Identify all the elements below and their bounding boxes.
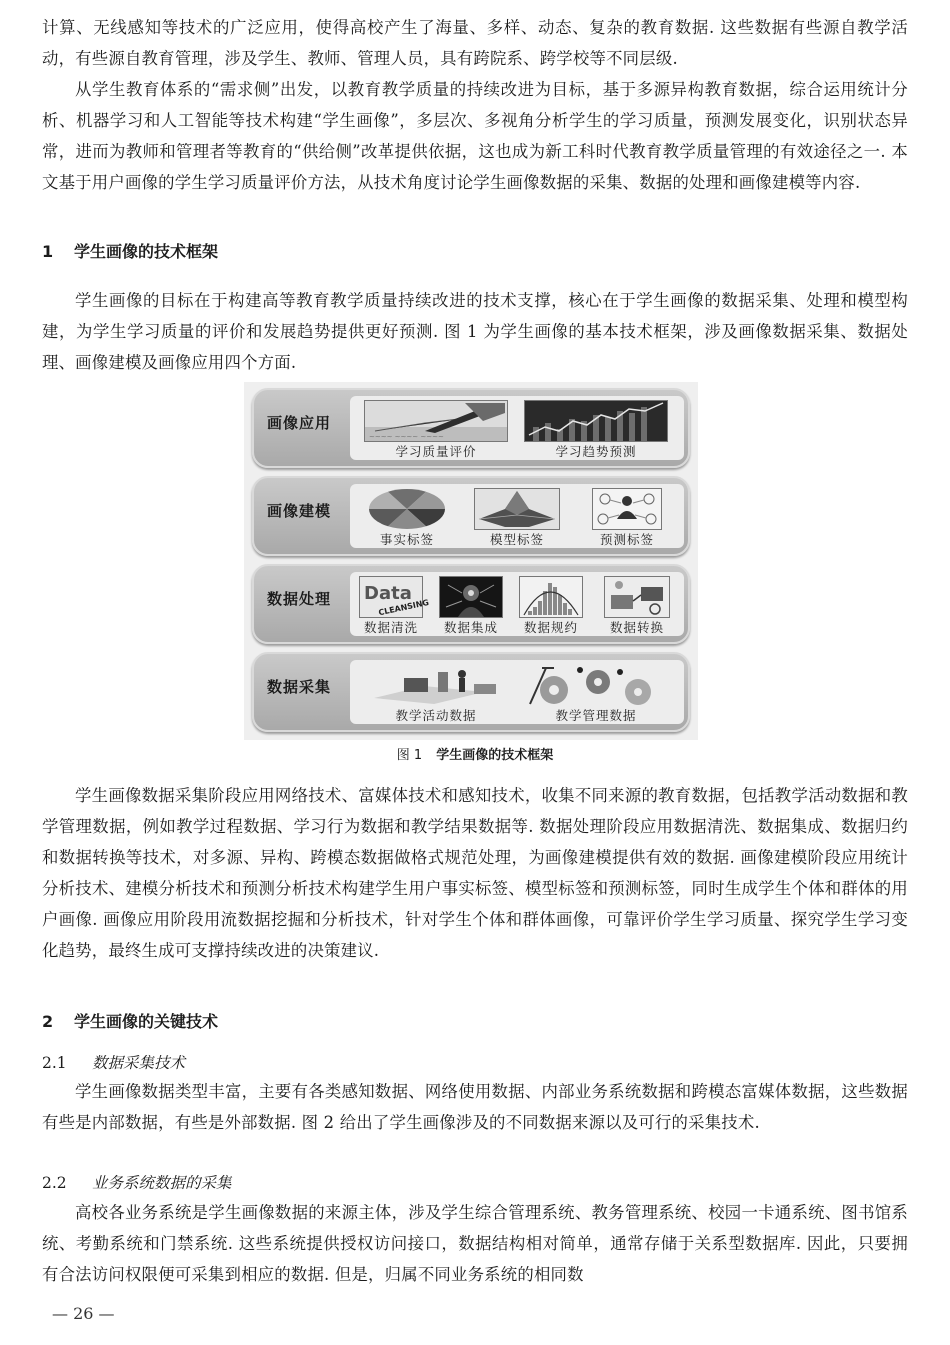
caption-learning-quality-evaluation: 学习质量评价 [395, 444, 477, 459]
layer-items-processing [350, 572, 684, 636]
data-integration-image [439, 576, 503, 618]
section-number: 1 [42, 242, 54, 261]
figure-title: 学生画像的技术框架 [436, 748, 554, 763]
data-cleansing-image [359, 576, 430, 618]
layer-items-modeling [350, 484, 684, 548]
figure-caption [0, 744, 950, 763]
item-data-transformation [590, 576, 684, 636]
teaching-management-image [524, 664, 668, 706]
layer-title-application: 画像应用 [267, 414, 332, 432]
layer-items-application [350, 396, 684, 460]
subsection-title: 业务系统数据的采集 [92, 1174, 232, 1192]
subsection-heading-2-2 [42, 1171, 232, 1193]
subsection-number: 2.2 [42, 1174, 67, 1192]
surface-plot-image [474, 488, 560, 530]
teaching-activity-image [364, 664, 508, 706]
section-heading-2 [42, 1009, 218, 1032]
pen-writing-image [364, 400, 508, 442]
paragraph-motivation: 从学生教育体系的“需求侧”出发，以教育教学质量的持续改进为目标，基于多源异构教育数据，综合运用统计分析、机器学习和人工智能等技术构建“学生画像”，多层次、多视角分析学生的学习质量，预测发展变化，识别状态异常，进而为教师和管理者等教育的“供给侧”改革提供依据，这也成为新工科时代教育教学质量管理的有效途径之一. 本文基于用户画像的学生学习质量评价方法，从技术角度讨论学生画像数据的采集、数据的处理和画像建模等内容. [42, 80, 908, 192]
item-fact-tags [352, 488, 462, 548]
caption-data-cleansing: 数据清洗 [363, 620, 418, 635]
layer-title-collection: 数据采集 [267, 678, 332, 696]
layer-processing [252, 564, 690, 644]
caption-data-integration: 数据集成 [443, 620, 498, 635]
svg-text:~~~~ ~~~~ ~~~~: ~~~~ ~~~~ ~~~~ [369, 433, 444, 441]
paragraph-intro-end: 计算、无线感知等技术的广泛应用，使得高校产生了海量、多样、动态、复杂的教育数据. 这些数据有些源自教学活动，有些源自教育管理，涉及学生、教师、管理人员，具有跨院系、跨学校等不同层级. [42, 18, 908, 68]
caption-data-transformation: 数据转换 [609, 620, 664, 635]
figure-1-framework [244, 382, 698, 740]
paragraph-framework: 学生画像的目标在于构建高等教育教学质量持续改进的技术支撑，核心在于学生画像的数据采集、处理和模型构建，为学生学习质量的评价和发展趋势提供更好预测. 图 1 为学生画像的基本技术框架，涉及画像数据采集、数据处理、画像建模及画像应用四个方面. [42, 291, 908, 372]
trend-chart-image [524, 400, 668, 442]
user-profile-diagram-image [592, 488, 662, 530]
caption-teaching-activity-data: 教学活动数据 [395, 708, 477, 723]
item-prediction-tags [572, 488, 682, 548]
section-title: 学生画像的技术框架 [74, 242, 219, 261]
data-cleansing-small-word: CLEANSING [377, 597, 430, 618]
item-teaching-activity-data [356, 664, 516, 724]
caption-model-tags: 模型标签 [489, 532, 544, 547]
subsection-number: 2.1 [42, 1054, 67, 1072]
data-cleansing-big-word: Data [364, 583, 412, 604]
paragraph-framework-detail: 学生画像数据采集阶段应用网络技术、富媒体技术和感知技术，收集不同来源的教育数据，包括教学活动数据和教学管理数据，例如教学过程数据、学习行为数据和教学结果数据等. 数据处理阶段应用数据清洗、数据集成、数据归约和数据转换等技术，对多源、异构、跨模态数据做格式规范处理，为画像建模提供有效的数据. 画像建模阶段应用统计分析技术、建模分析技术和预测分析技术构建学生用户事实标签、模型标签和预测标签，同时生成学生个体和群体的用户画像. 画像应用阶段用流数据挖掘和分析技术，针对学生个体和群体画像，可靠评价学生学习质量、探究学生学习变化趋势，最终生成可支撑持续改进的决策建议. [42, 786, 908, 960]
section-heading-1 [42, 239, 218, 262]
item-data-reduction [510, 576, 592, 636]
layer-items-collection [350, 660, 684, 724]
item-data-cleansing [350, 576, 432, 636]
page-number: — 26 — [52, 1304, 115, 1323]
caption-learning-trend-prediction: 学习趋势预测 [555, 444, 637, 459]
item-data-integration [430, 576, 512, 636]
data-transformation-image [604, 576, 670, 618]
paragraph-business-systems: 高校各业务系统是学生画像数据的来源主体，涉及学生综合管理系统、教务管理系统、校园一卡通系统、图书馆系统、考勤系统和门禁系统. 这些系统提供授权访问接口，数据结构相对简单，通常存储于关系型数据库. 因此，只要拥有合法访问权限便可采集到相应的数据. 但是，归属不同业务系统的相同数 [42, 1203, 908, 1284]
layer-collection [252, 652, 690, 732]
caption-prediction-tags: 预测标签 [599, 532, 654, 547]
section-title: 学生画像的关键技术 [74, 1012, 219, 1031]
subsection-heading-2-1 [42, 1051, 185, 1073]
paragraph-data-collection: 学生画像数据类型丰富，主要有各类感知数据、网络使用数据、内部业务系统数据和跨模态富媒体数据，这些数据有些是内部数据，有些是外部数据. 图 2 给出了学生画像涉及的不同数据来源以及可行的采集技术. [42, 1082, 908, 1132]
section-number: 2 [42, 1012, 54, 1031]
caption-fact-tags: 事实标签 [379, 532, 434, 547]
caption-data-reduction: 数据规约 [523, 620, 578, 635]
caption-teaching-management-data: 教学管理数据 [555, 708, 637, 723]
layer-title-processing: 数据处理 [267, 590, 332, 608]
item-learning-trend-prediction [516, 400, 676, 460]
layer-title-modeling: 画像建模 [267, 502, 332, 520]
bell-curve-image [519, 576, 583, 618]
layer-application [252, 388, 690, 468]
layer-modeling [252, 476, 690, 556]
figure-label: 图 1 [396, 748, 423, 763]
item-teaching-management-data [516, 664, 676, 724]
item-learning-quality-evaluation [356, 400, 516, 460]
item-model-tags [462, 488, 572, 548]
pie-chart-image [365, 488, 449, 530]
subsection-title: 数据采集技术 [92, 1054, 186, 1072]
